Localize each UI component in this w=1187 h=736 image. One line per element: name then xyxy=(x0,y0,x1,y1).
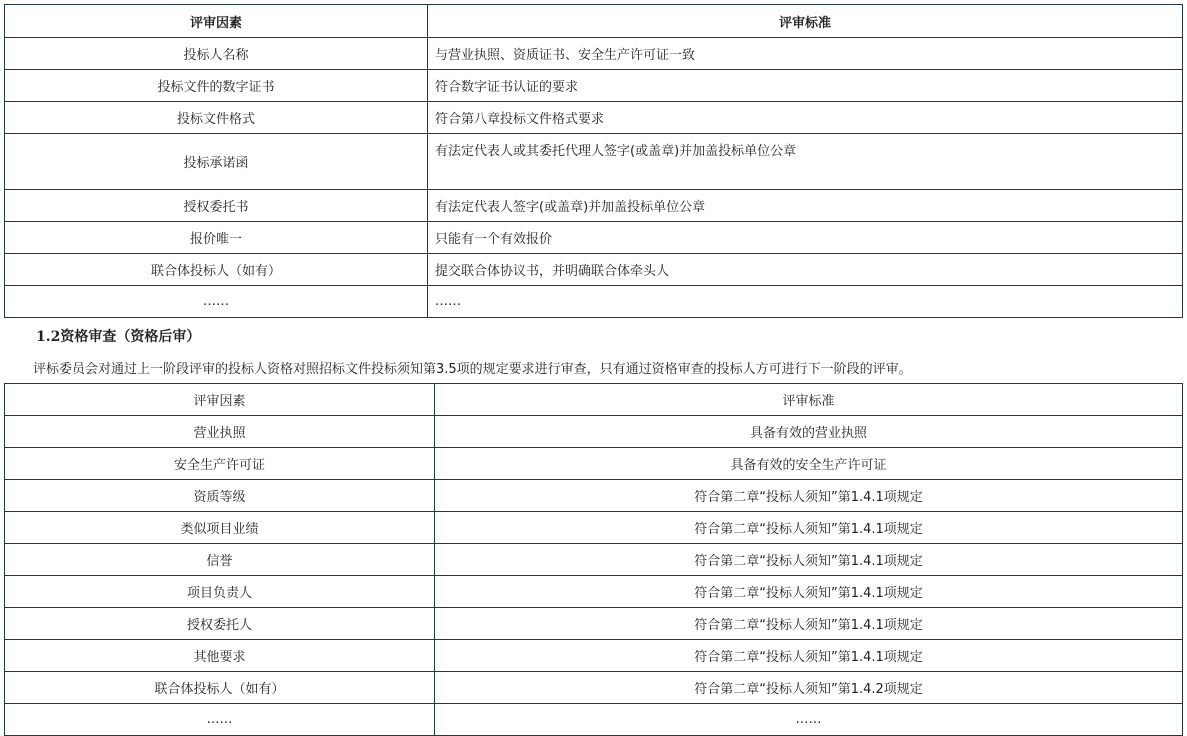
factor-cell: 报价唯一 xyxy=(5,222,428,254)
factor-cell: 投标文件格式 xyxy=(5,102,428,134)
criterion-cell: 符合数字证书认证的要求 xyxy=(428,70,1183,102)
header-cell-factor: 评审因素 xyxy=(5,5,428,38)
factor-cell: 投标文件的数字证书 xyxy=(5,70,428,102)
table-header-row xyxy=(5,5,1183,38)
factor-cell: 项目负责人 xyxy=(5,576,435,608)
criterion-cell: 与营业执照、资质证书、安全生产许可证一致 xyxy=(428,38,1183,70)
table-row xyxy=(5,704,1183,736)
criterion-cell: 符合第二章“投标人须知”第1.4.1项规定 xyxy=(435,640,1183,672)
table-row xyxy=(5,222,1183,254)
table-row xyxy=(5,672,1183,704)
header-cell-factor: 评审因素 xyxy=(5,384,435,416)
factor-cell: 安全生产许可证 xyxy=(5,448,435,480)
criterion-cell: 具备有效的营业执照 xyxy=(435,416,1183,448)
table-row xyxy=(5,254,1183,286)
section-intro: 评标委员会对通过上一阶段评审的投标人资格对照招标文件投标须知第3.5项的规定要求进行审查，只有通过资格审查的投标人方可进行下一阶段的评审。 xyxy=(33,362,912,377)
factor-cell: 其他要求 xyxy=(5,640,435,672)
criterion-cell: 只能有一个有效报价 xyxy=(428,222,1183,254)
criterion-cell: 有法定代表人签字(或盖章)并加盖投标单位公章 xyxy=(428,190,1183,222)
table-row xyxy=(5,576,1183,608)
section-title: 1.2资格审查（资格后审） xyxy=(36,329,201,345)
table-row xyxy=(5,416,1183,448)
factor-cell: 授权委托书 xyxy=(5,190,428,222)
factor-cell: 联合体投标人（如有） xyxy=(5,672,435,704)
compliance-review-table xyxy=(4,4,1183,318)
table-row xyxy=(5,448,1183,480)
criterion-cell: …… xyxy=(428,286,1183,318)
table-row xyxy=(5,480,1183,512)
criterion-cell: 有法定代表人或其委托代理人签字(或盖章)并加盖投标单位公章 xyxy=(428,134,1183,190)
factor-cell: 信誉 xyxy=(5,544,435,576)
criterion-cell: 具备有效的安全生产许可证 xyxy=(435,448,1183,480)
table-row xyxy=(5,134,1183,190)
criterion-cell: 符合第二章“投标人须知”第1.4.1项规定 xyxy=(435,576,1183,608)
criterion-cell: …… xyxy=(435,704,1183,736)
table-row xyxy=(5,512,1183,544)
criterion-cell: 符合第八章投标文件格式要求 xyxy=(428,102,1183,134)
factor-cell: 投标承诺函 xyxy=(5,134,428,190)
criterion-cell: 符合第二章“投标人须知”第1.4.1项规定 xyxy=(435,480,1183,512)
factor-cell: 类似项目业绩 xyxy=(5,512,435,544)
table-row xyxy=(5,286,1183,318)
criterion-cell: 符合第二章“投标人须知”第1.4.1项规定 xyxy=(435,608,1183,640)
factor-cell: …… xyxy=(5,704,435,736)
qualification-review-table xyxy=(4,383,1183,736)
factor-cell: 授权委托人 xyxy=(5,608,435,640)
table-row xyxy=(5,608,1183,640)
criterion-cell: 提交联合体协议书，并明确联合体牵头人 xyxy=(428,254,1183,286)
criterion-cell: 符合第二章“投标人须知”第1.4.1项规定 xyxy=(435,512,1183,544)
table-row xyxy=(5,38,1183,70)
table-row xyxy=(5,544,1183,576)
table-header-row xyxy=(5,384,1183,416)
criterion-cell: 符合第二章“投标人须知”第1.4.1项规定 xyxy=(435,544,1183,576)
table-row xyxy=(5,70,1183,102)
header-cell-criterion: 评审标准 xyxy=(428,5,1183,38)
table-row xyxy=(5,190,1183,222)
factor-cell: 资质等级 xyxy=(5,480,435,512)
criterion-cell: 符合第二章“投标人须知”第1.4.2项规定 xyxy=(435,672,1183,704)
factor-cell: 联合体投标人（如有） xyxy=(5,254,428,286)
factor-cell: …… xyxy=(5,286,428,318)
table-row xyxy=(5,102,1183,134)
factor-cell: 投标人名称 xyxy=(5,38,428,70)
table-row xyxy=(5,640,1183,672)
factor-cell: 营业执照 xyxy=(5,416,435,448)
header-cell-criterion: 评审标准 xyxy=(435,384,1183,416)
